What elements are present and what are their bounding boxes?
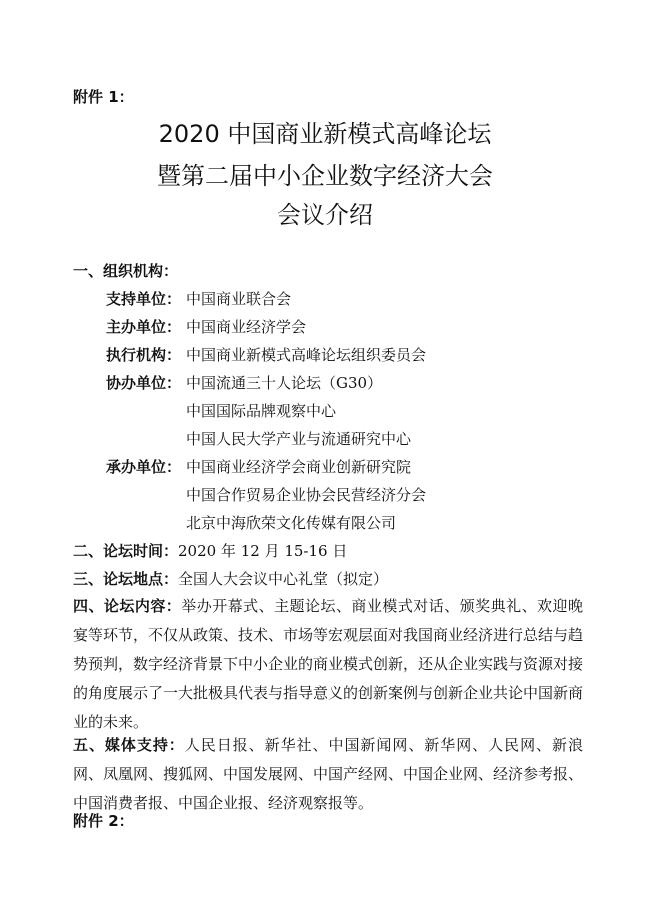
title-line-2: 暨第二届中小企业数字经济大会 (157, 162, 493, 190)
undertake-label: 承办单位： (106, 458, 182, 476)
exec-label: 执行机构： (106, 346, 182, 364)
section-2-text: 2020 年 12 月 15-16 日 (178, 542, 348, 560)
section-5-text: 人民日报、新华社、中国新闻网、新华网、人民网、新浪网、凤凰网、搜狐网、中国发展网、中国产经网、中国企业网、经济参考报、中国消费者报、中国企业报、经济观察报等。 (73, 736, 584, 812)
section-4 (73, 592, 583, 737)
section-5 (73, 731, 583, 818)
coorg-item: 中国人民大学产业与流通研究中心 (186, 430, 412, 448)
section-1-heading: 一、组织机构： (73, 262, 179, 280)
host-value: 中国商业经济学会 (186, 318, 307, 336)
title-line-3: 会议介绍 (277, 201, 373, 229)
section-3-text: 全国人大会议中心礼堂（拟定） (178, 570, 389, 588)
section-5-heading: 五、媒体支持： (73, 736, 185, 754)
section-3 (73, 568, 388, 589)
undertake-item: 北京中海欣荣文化传媒有限公司 (186, 514, 397, 532)
coorg-item: 中国流通三十人论坛（G30） (186, 374, 383, 392)
exec-value: 中国商业新模式高峰论坛组织委员会 (186, 346, 427, 364)
coorg-item: 中国国际品牌观察中心 (186, 402, 337, 420)
host-label: 主办单位： (106, 318, 182, 336)
undertake-item: 中国合作贸易企业协会民营经济分会 (186, 486, 427, 504)
section-4-text: 举办开幕式、主题论坛、商业模式对话、颁奖典礼、欢迎晚宴等环节，不仅从政策、技术、市场等宏观层面对我国商业经济进行总结与趋势预判，数字经济背景下中小企业的商业模式创新，还从企业实践与资源对接的角度展示了一大批极具代表与指导意义的创新案例与创新企业共论中国新商业的未来。 (73, 597, 584, 731)
coorg-label: 协办单位： (106, 374, 182, 392)
section-3-heading: 三、论坛地点： (73, 570, 179, 588)
section-2-heading: 二、论坛时间： (73, 542, 179, 560)
undertake-item: 中国商业经济学会商业创新研究院 (186, 458, 412, 476)
section-2 (73, 540, 347, 561)
support-value: 中国商业联合会 (186, 290, 292, 308)
section-4-heading: 四、论坛内容： (73, 597, 182, 615)
support-label: 支持单位： (106, 290, 182, 308)
title-line-1: 2020 中国商业新模式高峰论坛 (158, 120, 492, 148)
attachment-1-label: 附件 1： (73, 88, 134, 106)
attachment-2-label: 附件 2： (73, 812, 134, 830)
